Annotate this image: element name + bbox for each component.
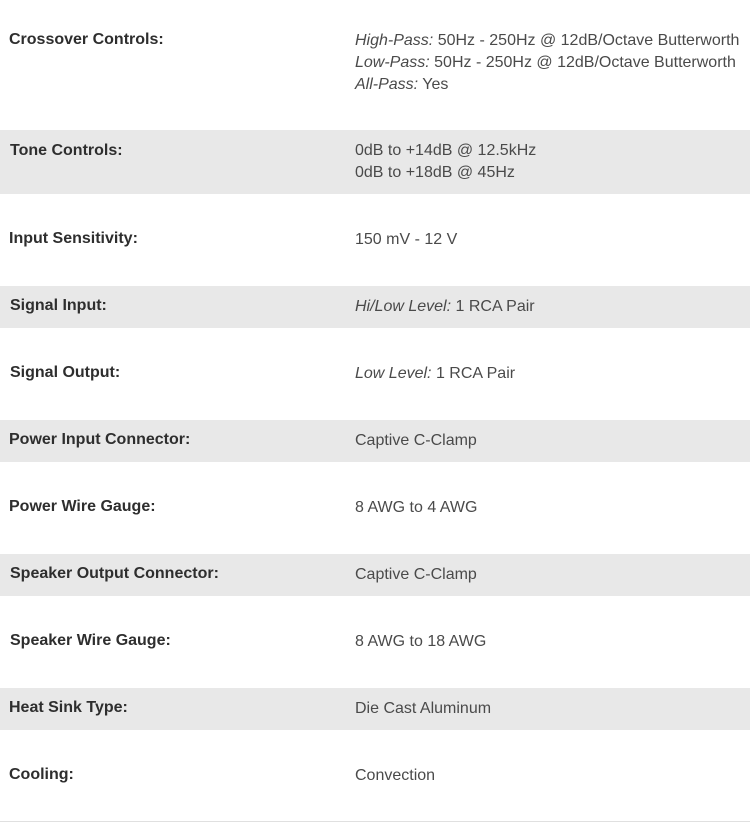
spec-value-prefix: Low Level: xyxy=(355,365,432,382)
spec-value-line xyxy=(355,296,535,318)
spec-value xyxy=(355,564,477,586)
spec-value-text: 50Hz - 250Hz @ 12dB/Octave Butterworth xyxy=(433,32,740,49)
spec-value-line xyxy=(355,30,739,52)
spec-value-line xyxy=(355,52,739,74)
spec-label: Power Wire Gauge: xyxy=(9,498,156,515)
spec-row xyxy=(0,130,750,194)
spec-row xyxy=(0,688,750,730)
spec-value-text: Yes xyxy=(418,76,449,93)
spec-label: Power Input Connector: xyxy=(9,431,191,448)
spec-row xyxy=(0,420,750,462)
spec-value xyxy=(355,229,457,251)
spec-row xyxy=(0,286,750,328)
spec-row xyxy=(0,462,750,554)
spec-value xyxy=(355,30,739,96)
spec-value-line: 150 mV - 12 V xyxy=(355,231,458,248)
spec-value xyxy=(355,765,435,787)
spec-value-line: 8 AWG to 18 AWG xyxy=(355,633,487,650)
spec-label: Signal Output: xyxy=(10,364,121,381)
spec-row xyxy=(0,596,750,688)
table-bottom-divider xyxy=(0,821,750,822)
spec-label: Heat Sink Type: xyxy=(9,699,128,716)
spec-label: Speaker Wire Gauge: xyxy=(10,632,171,649)
spec-row xyxy=(0,554,750,596)
spec-value xyxy=(355,296,535,318)
spec-value xyxy=(355,140,536,184)
spec-label: Cooling: xyxy=(9,766,74,783)
spec-label: Tone Controls: xyxy=(10,142,123,159)
spec-value-line: Captive C-Clamp xyxy=(355,566,477,583)
spec-value-text: 1 RCA Pair xyxy=(451,298,535,315)
spec-row xyxy=(0,194,750,286)
spec-value-line: 8 AWG to 4 AWG xyxy=(355,499,478,516)
spec-row xyxy=(0,730,750,821)
spec-label: Speaker Output Connector: xyxy=(10,565,219,582)
spec-value-line xyxy=(355,363,515,385)
spec-value-prefix: All-Pass: xyxy=(355,76,419,93)
spec-value-line: 0dB to +14dB @ 12.5kHz xyxy=(355,142,537,159)
spec-value-prefix: High-Pass: xyxy=(355,32,434,49)
spec-label: Signal Input: xyxy=(10,297,107,314)
spec-value xyxy=(355,497,477,519)
spec-value-line xyxy=(355,74,739,96)
spec-value xyxy=(355,430,477,452)
spec-label: Input Sensitivity: xyxy=(9,230,138,247)
spec-value-prefix: Hi/Low Level: xyxy=(355,298,452,315)
spec-value-line: Convection xyxy=(355,767,436,784)
spec-value-line: 0dB to +18dB @ 45Hz xyxy=(355,164,515,181)
spec-label: Crossover Controls: xyxy=(9,31,164,48)
spec-value-line: Die Cast Aluminum xyxy=(355,700,492,717)
spec-value-text: 50Hz - 250Hz @ 12dB/Octave Butterworth xyxy=(429,54,736,71)
spec-value-line: Captive C-Clamp xyxy=(355,432,477,449)
spec-value-text: 1 RCA Pair xyxy=(431,365,516,382)
spec-value xyxy=(355,363,515,385)
spec-value xyxy=(355,698,491,720)
spec-value xyxy=(355,631,486,653)
spec-row xyxy=(0,328,750,420)
spec-row xyxy=(0,0,750,130)
spec-value-prefix: Low-Pass: xyxy=(355,54,430,71)
